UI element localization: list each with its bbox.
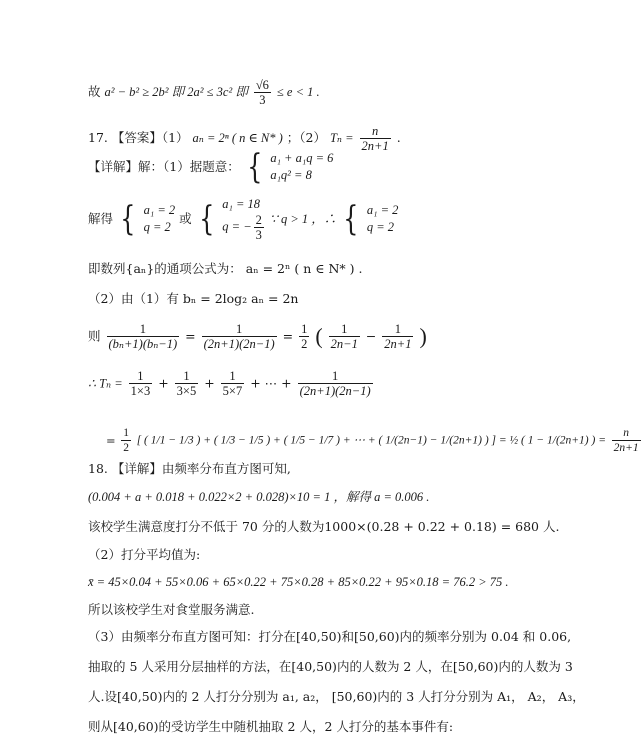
math-mean: x̄ = 45×0.04 + 55×0.06 + 65×0.22 + 75×0.28 + 85×0.22 + 95×0.18 = 76.2 > 75 . — [88, 575, 509, 589]
part2-line — [88, 291, 298, 307]
q17-solve-line — [88, 196, 398, 242]
text: = — [185, 328, 196, 344]
frac-num: 1 — [202, 322, 277, 337]
frac-num: √6 — [255, 78, 269, 92]
sys-row: a₁ = 2 — [143, 203, 176, 217]
frac-den: 3 — [255, 228, 262, 242]
frac-den: 1×3 — [130, 384, 151, 398]
term-2 — [175, 369, 199, 398]
frac-num: 1 — [175, 369, 199, 384]
eccentricity-line — [88, 78, 320, 107]
sys-row: q = 2 — [366, 220, 395, 234]
text: = — [282, 328, 294, 344]
q18-part2-line — [88, 547, 200, 563]
sys-row: q = 2 — [143, 220, 171, 234]
text: 解得 — [88, 211, 114, 226]
sys-row: a₁ = 18 — [222, 197, 261, 211]
decomposition-line: 则 $\frac{1}{\text{(bₙ+1)(bₙ−1)}}$ = $\frac{1}{(2n+1)(2n-1)}$ = $\frac{1}{2}$ ( $\frac{1}{2n-1}$ − $\frac{1}{2n+1}$ ) — [88, 322, 427, 351]
frac-den: 2n+1 — [613, 442, 639, 454]
frac-den: (bₙ+1)(bₙ−1) — [108, 337, 178, 351]
q17-answer-line: 17. 【答案】（1） aₙ = 2ⁿ ( n ∈ N* ) ；（2） Tₙ = $\frac{n}{2n+1}$ . — [88, 124, 401, 153]
q18-mean-line — [88, 574, 509, 590]
frac-den: 2 — [123, 442, 130, 454]
text: 抽取的 5 人采用分层抽样的方法，在[40,50)内的人数为 2 人，在[50,60)内的人数为 3 — [88, 659, 573, 674]
q17-detail-line — [88, 147, 334, 187]
fraction-sqrt6-over-3 — [254, 78, 271, 107]
text: − — [365, 328, 377, 344]
term-3 — [221, 369, 245, 398]
text: 所以该校学生对食堂服务满意. — [88, 602, 255, 617]
frac-num: 1 — [298, 369, 373, 384]
frac-den: 2 — [301, 337, 308, 351]
math-inequality: a² − b² ≥ 2b² 即 2a² ≤ 3c² 即 — [104, 85, 248, 99]
text: 则 — [88, 328, 101, 344]
solution-system-1 — [144, 202, 176, 236]
sys-row: a₁ + a₁q = 6 — [270, 151, 334, 165]
frac-den: 3 — [259, 93, 266, 107]
fraction-2-over-3 — [254, 213, 264, 242]
frac-den: 3×5 — [176, 384, 197, 398]
frac-den: 2n+1 — [384, 337, 412, 351]
text: 人.设[40,50)内的 2 人打分分别为 a₁, a₂， [50,60)内的 3 人打分分别为 A₁， A₂， A₃， — [88, 689, 585, 704]
fraction-1-2n-1 — [329, 322, 360, 351]
telescoping-line: = $\frac{1}{2}$ [ ( 1/1 − 1/3 ) + ( 1/3 − 1/5 ) + ( 1/5 − 1/7 ) + ⋯ + ( 1/(2n−1) − 1/(2n+1) ) ] = ½ ( 1 − 1/(2n+1) ) = $\frac{n}{2n+1}$ — [106, 427, 639, 454]
frac-den: (2n+1)(2n−1) — [299, 384, 371, 398]
q18-heading: 18. 【详解】由频率分布直方图可知, — [88, 461, 291, 476]
q18-part3-line — [88, 629, 571, 645]
telescoping-expression: [ ( 1/1 − 1/3 ) + ( 1/3 − 1/5 ) + ( 1/5 − 1/7 ) + ⋯ + ( 1/(2n−1) − 1/(2n+1) ) ] = ½ ( 1 − 1/(2n+1) ) = — [136, 434, 606, 447]
text: 故 — [88, 84, 101, 99]
term-n — [298, 369, 373, 398]
solution-system-2 — [222, 196, 266, 242]
fraction-final — [612, 426, 641, 455]
left-brace: { — [120, 199, 136, 239]
frac-num: 1 — [107, 322, 180, 337]
q18-part3d-line — [88, 719, 453, 735]
math-an: aₙ = 2ⁿ ( n ∈ N* ) — [192, 131, 283, 145]
left-brace: { — [246, 147, 263, 187]
left-brace: { — [343, 199, 359, 239]
text: 则从[40,60)的受访学生中随机抽取 2 人，2 人打分的基本事件有: — [88, 719, 454, 734]
frac-den: 2n−1 — [330, 337, 358, 351]
q18-count-line — [88, 519, 559, 535]
math-tail: ≤ e < 1 . — [276, 85, 320, 99]
q18-part3c-line — [88, 689, 585, 705]
left-brace: { — [198, 199, 215, 239]
q18-equation-line — [88, 489, 429, 505]
frac-num: 1 — [123, 427, 130, 439]
frac-num: n — [360, 124, 391, 139]
text: + ⋯ + — [250, 375, 292, 391]
frac-num: 1 — [329, 322, 360, 337]
solution-system-final — [367, 202, 399, 236]
tn-sum-line: ∴ Tₙ = $\frac{1}{1\times 3}$ + $\frac{1}{3\times 5}$ + $\frac{1}{5\times 7}$ + ⋯ + $\frac{1}{(2n+1)(2n-1)}$ — [88, 369, 371, 398]
text: （3）由频率分布直方图可知：打分在[40,50)和[50,60)内的频率分别为 0.04 和 0.06, — [88, 629, 572, 644]
fraction-n-over-2n1 — [360, 124, 391, 153]
detail-label: 【详解】解：（1）据题意： — [88, 159, 240, 174]
text: （2）由（1）有 bₙ = 2log₂ aₙ = 2n — [88, 291, 299, 306]
math-equation: (0.004 + a + 0.018 + 0.022×2 + 0.028)×10 = 1 ，解得 a = 0.006 . — [88, 490, 430, 504]
frac-num: 1 — [129, 369, 153, 384]
general-term-line — [88, 261, 362, 277]
frac-num: n — [612, 426, 641, 441]
text: ；（2） — [286, 130, 326, 145]
fraction-half — [299, 322, 309, 351]
because-text: ∵ q > 1 ，∴ — [269, 212, 337, 226]
q18-part3b-line — [88, 659, 573, 675]
text: ∴ Tₙ = — [88, 376, 123, 391]
equation-system — [270, 150, 333, 184]
q17-heading: 17. 【答案】（1） — [88, 130, 189, 145]
q18-heading-line — [88, 461, 291, 477]
frac-num: 1 — [301, 322, 308, 336]
sys-row: a₁q² = 8 — [270, 168, 312, 182]
frac-den: 5×7 — [222, 384, 243, 398]
frac-num: 1 — [382, 322, 413, 337]
fraction-b — [107, 322, 180, 351]
frac-den: (2n+1)(2n−1) — [203, 337, 275, 351]
text: （2）打分平均值为: — [88, 547, 201, 562]
frac-den: 2n+1 — [361, 139, 389, 153]
sys-row: q = − — [222, 219, 252, 234]
q18-conclusion-line — [88, 602, 254, 618]
frac-num: 2 — [255, 213, 262, 227]
fraction-1-2n1 — [382, 322, 413, 351]
term-1 — [129, 369, 153, 398]
text: 或 — [179, 211, 192, 226]
math-tn: Tₙ = — [329, 131, 354, 145]
fraction-2n — [202, 322, 277, 351]
text: 即数列{aₙ}的通项公式为： aₙ = 2ⁿ ( n ∈ N* ) . — [88, 261, 363, 276]
sys-row: a₁ = 2 — [366, 203, 399, 217]
fraction-half — [121, 426, 131, 455]
frac-num: 1 — [221, 369, 245, 384]
text: 该校学生满意度打分不低于 70 分的人数为1000×(0.28 + 0.22 + 0.18) = 680 人. — [88, 519, 560, 534]
